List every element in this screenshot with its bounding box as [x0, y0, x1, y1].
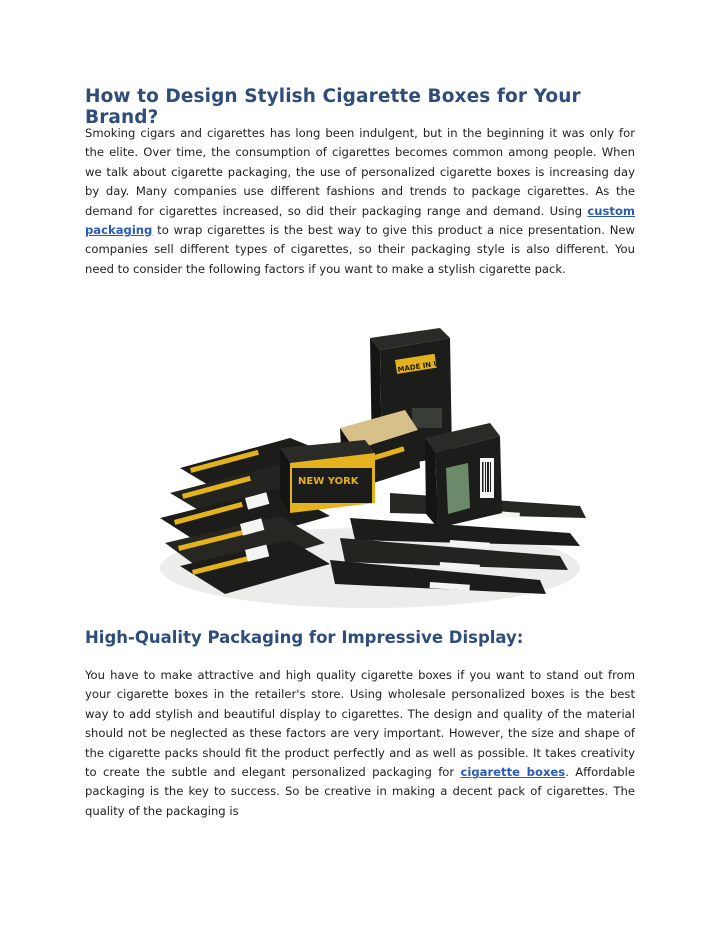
front-box-lying — [280, 440, 375, 513]
section-paragraph — [85, 666, 635, 821]
page-title: How to Design Stylish Cigarette Boxes for Your Brand? — [85, 86, 581, 128]
front-box-right — [425, 423, 502, 528]
intro-text-start: Smoking cigars and cigarettes has long been indulgent, but in the beginning it was only for the elite. Over time, the consumption of cigarettes becomes common among people. When we talk about cigarette packaging, the use of personalized cigarette boxes is increasing day by day. Many companies use different fashions and trends to package cigarettes. As the demand for cigarettes increased, so did their packaging range and demand. Using — [85, 126, 635, 218]
cigarette-boxes-link[interactable]: cigarette boxes — [460, 765, 566, 780]
new-york-label: NEW YORK — [298, 476, 359, 487]
made-in-usa-label: MADE IN USA — [397, 357, 451, 374]
section-heading: High-Quality Packaging for Impressive Display: — [85, 628, 524, 647]
cigarette-boxes-photo — [150, 318, 590, 618]
intro-paragraph — [85, 124, 635, 279]
section-text-start: You have to make attractive and high quality cigarette boxes if you want to stand out from your cigarette boxes in the retailer's store. Using wholesale personalized boxes is the best way to add stylish and beautiful display to cigarettes. The design and quality of the material should not be neglected as these factors are very important. However, the size and shape of the cigarette packs should fit the product perfectly and as well as possible. It takes creativity to create the subtle and elegant personalized packaging for — [85, 668, 635, 780]
intro-text-end: to wrap cigarettes is the best way to give this product a nice presentation. New companies sell different types of cigarettes, so their packaging style is also different. You need to consider the following factors if you want to make a stylish cigarette pack. — [85, 223, 635, 276]
custom-packaging-link[interactable]: custom packaging — [85, 203, 635, 238]
section-text-end: . Affordable packaging is the key to success. So be creative in making a decent pack of cigarettes. The quality of the packaging is — [85, 765, 635, 818]
